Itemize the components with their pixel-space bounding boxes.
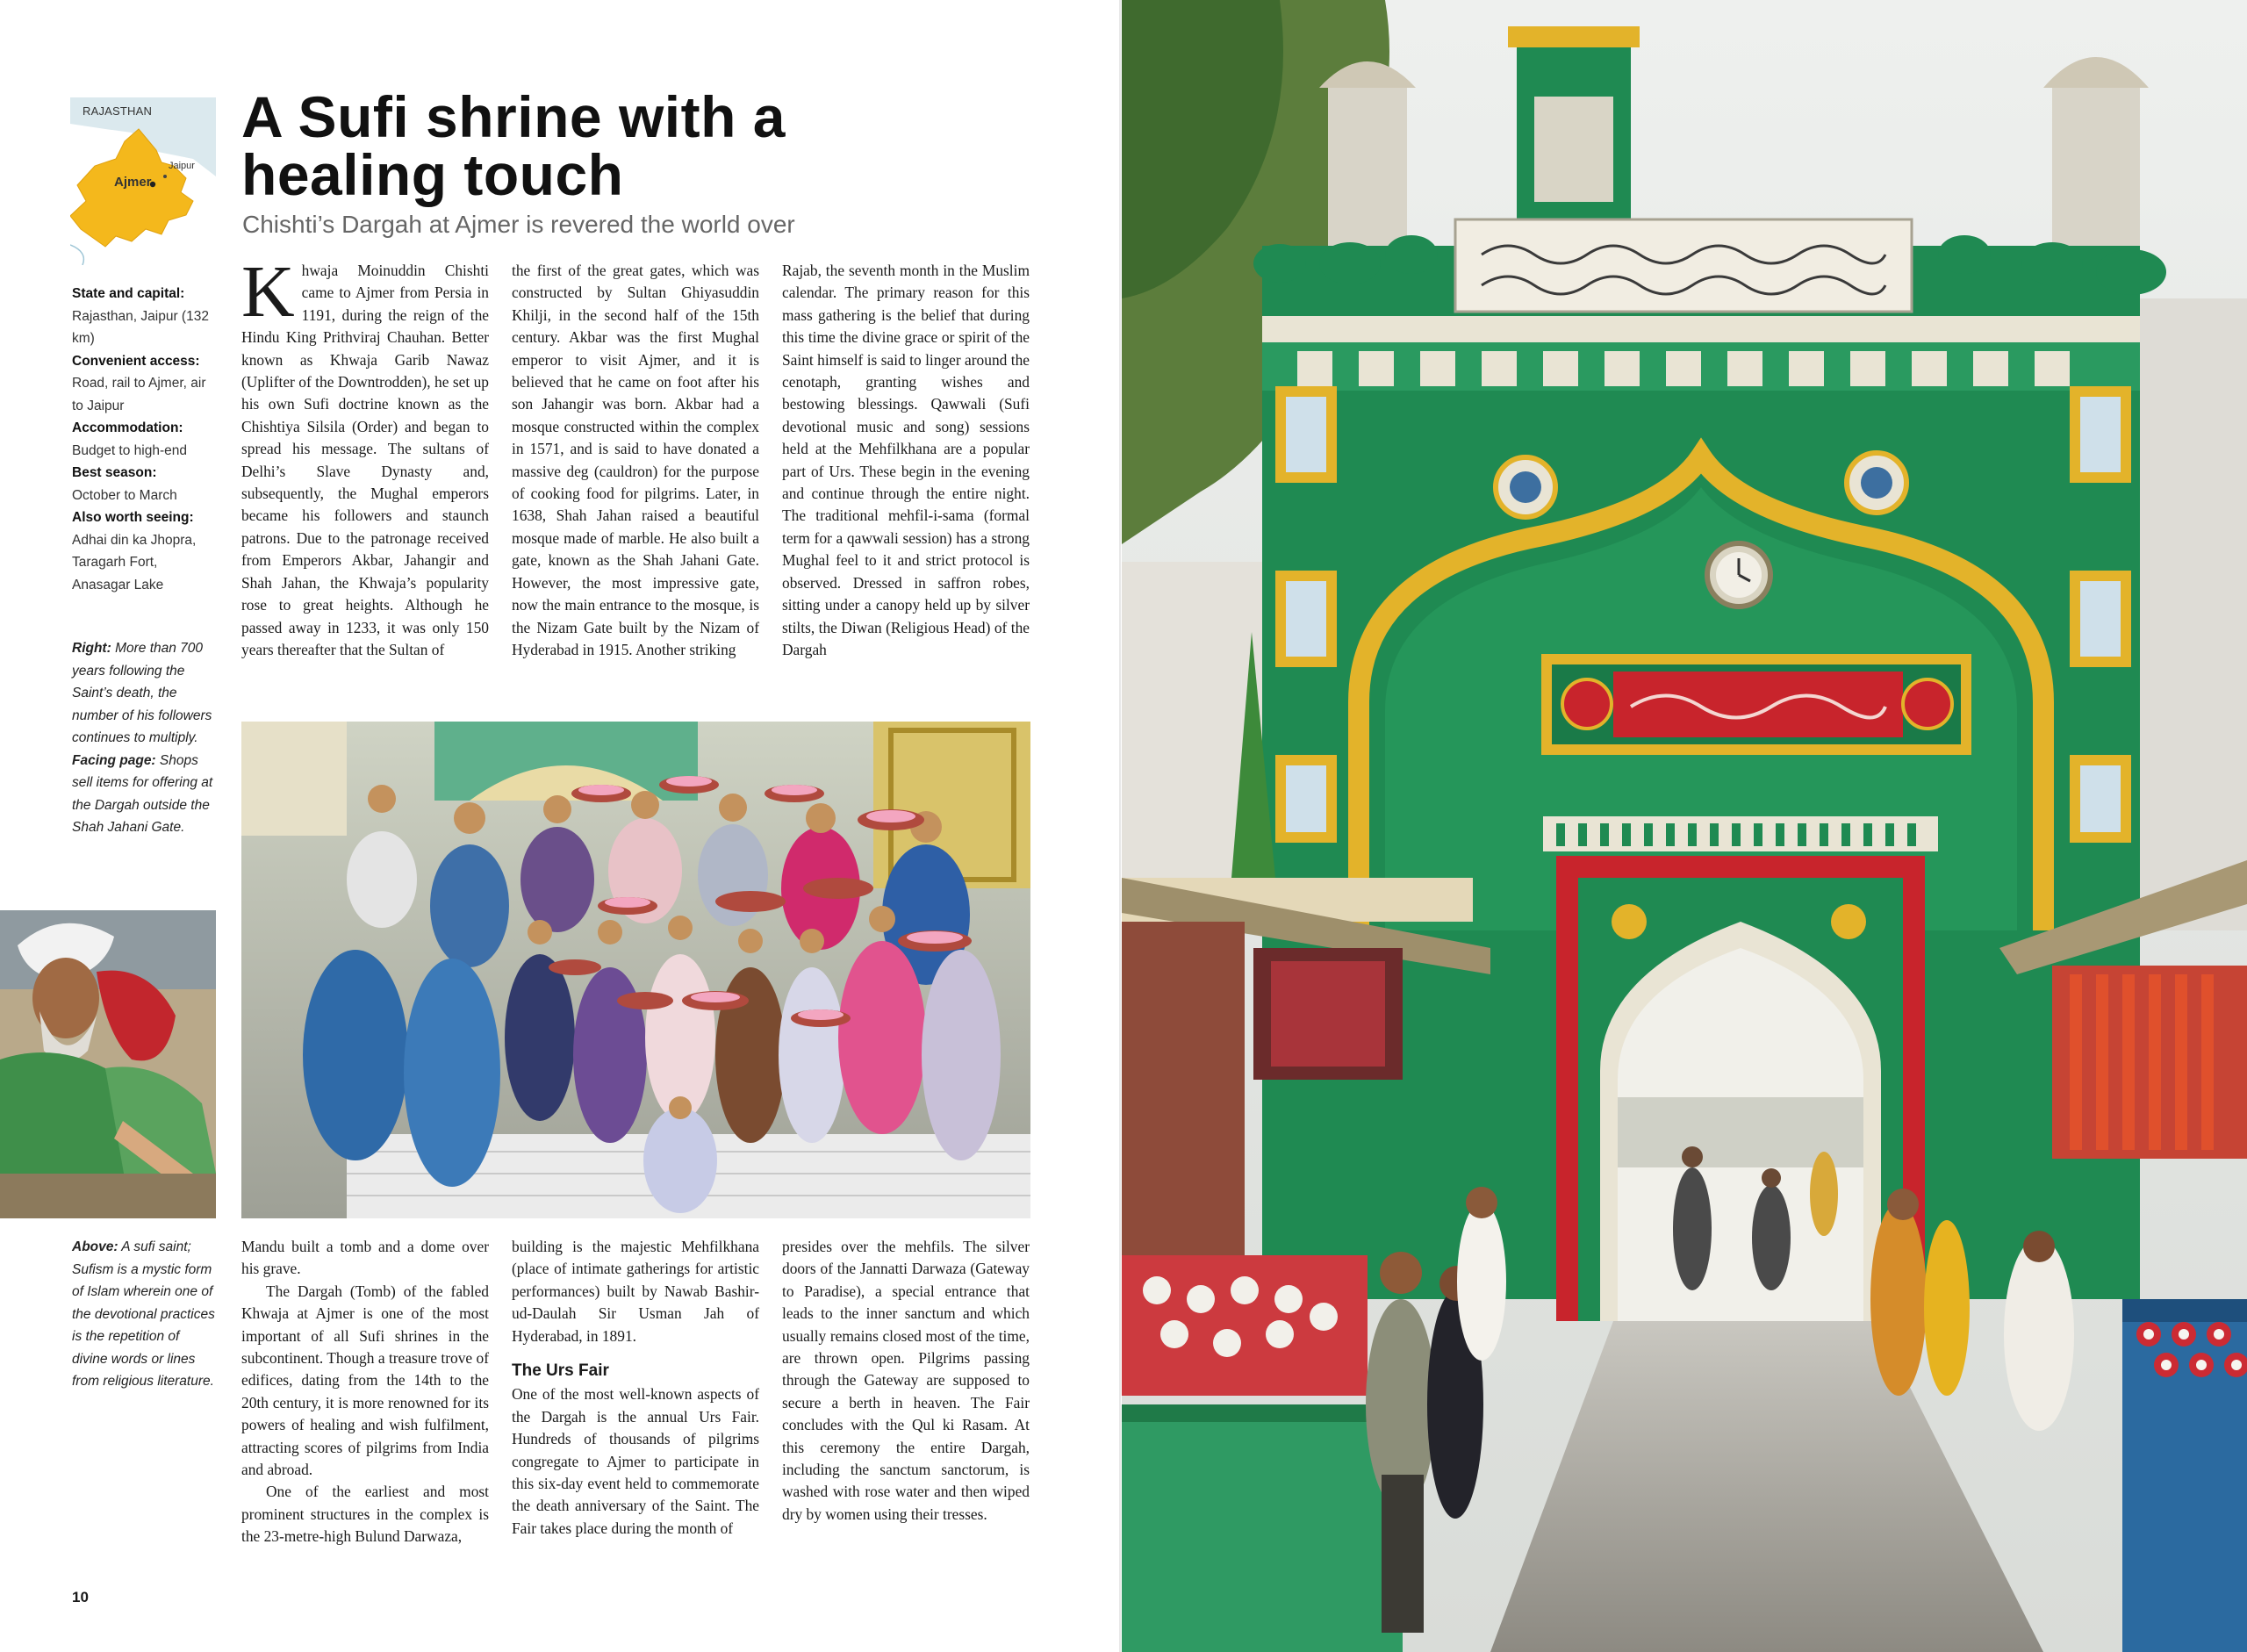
sidebar-value-accommodation: Budget to high-end <box>72 442 187 458</box>
body-paragraph: Mandu built a tomb and a dome over his grave. <box>241 1238 489 1278</box>
body-column-2-bottom <box>512 1236 759 1540</box>
body-column-1-bottom <box>241 1236 489 1548</box>
body-paragraph: One of the most well-known aspects of the Dargah is the annual Urs Fair. Hundreds of thousands of pilgrims congregate to Ajmer to participate in this six-day event held to commemorate the death anniversary of the Saint. The Fair takes place during the month of <box>512 1385 759 1537</box>
left-page <box>0 0 1119 1652</box>
body-column-3-bottom <box>782 1236 1030 1526</box>
article-subtitle: Chishti’s Dargah at Ajmer is revered the world over <box>242 211 795 238</box>
body-paragraph: presides over the mehfils. The silver doors of the Jannatti Darwaza (Gateway to Paradise), a special entrance that leads to the inner sanctum and which usually remains closed most of the time, are thrown open. Pilgrims passing through the Gateway are supposed to secure a berth in heaven. The Fair concludes with the Qul ki Rasam. At this ceremony the entire Dargah, including the sanctum sanctorum, is washed with rose water and then wiped dry by women using their tresses. <box>782 1238 1030 1523</box>
caption-above-label: Above: <box>72 1239 118 1254</box>
sidebar-label-season: Best season: <box>72 465 157 480</box>
sidebar-value-season: October to March <box>72 487 177 503</box>
caption-above <box>72 1236 218 1393</box>
page-gutter <box>1119 0 1121 1652</box>
locator-map <box>70 97 216 265</box>
sidebar-label-also: Also worth seeing: <box>72 510 194 525</box>
caption-right-label: Right: <box>72 641 111 656</box>
body-paragraph: Rajab, the seventh month in the Muslim calendar. The primary reason for this mass gathering is the belief that during this time the divine grace or spirit of the Saint himself is said to linger around the cenotaph, granting wishes and bestowing blessings. Qawwali (Sufi devotional music and song) sessions held at the Mehfilkhana are a popular part of Urs. These begin in the evening and continue through the entire night. The traditional mehfil-i-sama (formal term for a qawwali session) has a strong Mughal feel to it and strict protocol is observed. Dressed in saffron robes, sitting under a canopy held up by silver stilts, the Diwan (Religious Head) of the Dargah <box>782 262 1030 658</box>
sidebar-label-accommodation: Accommodation: <box>72 420 183 435</box>
section-heading-urs-fair: The Urs Fair <box>512 1361 609 1381</box>
pilgrims-photo <box>241 722 1030 1218</box>
body-paragraph: hwaja Moinuddin Chishti came to Ajmer from Persia in 1191, during the reign of the Hindu King Prithviraj Chauhan. Better known as Khwaja Garib Nawaz (Uplifter of the Downtrodden), he set up his own Sufi doctrine known as the Chishtiya Silsila (Order) and began to spread his message. The sultans of Delhi’s Slave Dynasty and, subsequently, the Mughal emperors became his followers and staunch patrons. Due to the patronage received from Emperors Akbar, Jahangir and Shah Jahan, the Khwaja’s popularity rose to great heights. Although he passed away in 1233, it was only 150 years thereafter that the Sultan of <box>241 262 489 658</box>
body-column-2-top <box>512 260 759 661</box>
body-column-1-top <box>241 251 489 661</box>
body-paragraph: The Dargah (Tomb) of the fabled Khwaja at Ajmer is one of the most important of all Sufi shrines in the subcontinent. Though a treasure trove of edifices, dating from the 14th to the 20th century, it is more renowned for its powers of healing and wish fulfilment, attracting scores of pilgrims from India and abroad. <box>241 1282 489 1479</box>
map-city-ajmer: Ajmer <box>114 175 152 190</box>
sidebar-label-state: State and capital: <box>72 286 185 301</box>
caption-facing-text: Shops sell items for offering at the Dargah outside the Shah Jahani Gate. <box>72 752 213 835</box>
caption-right-and-facing <box>72 637 218 839</box>
shah-jahani-gate-photo <box>1122 0 2247 1652</box>
body-paragraph: One of the earliest and most prominent structures in the complex is the 23-metre-high Bulund Darwaza, <box>241 1483 489 1546</box>
drop-cap: K <box>241 251 295 333</box>
body-paragraph: the first of the great gates, which was constructed by Sultan Ghiyasuddin Khilji, in the second half of the 15th century. Akbar was the first Mughal emperor to visit Ajmer, and it is believed that he came on foot after his son Jahangir was born. Akbar had a mosque constructed within the complex in 1571, and is said to have donated a massive deg (cauldron) for the purpose of cooking food for pilgrims. Later, in 1638, Shah Jahan raised a beautiful mosque made of marble. He also built a gate, known as the Shah Jahani Gate. However, the most impressive gate, now the main entrance to the mosque, is the Nizam Gate built by the Nizam of Hyderabad in 1915. Another striking <box>512 262 759 658</box>
info-sidebar <box>72 283 216 596</box>
sidebar-label-access: Convenient access: <box>72 353 200 369</box>
sidebar-value-access: Road, rail to Ajmer, air to Jaipur <box>72 376 206 413</box>
page-number: 10 <box>72 1589 89 1605</box>
caption-above-text: A sufi saint; Sufism is a mystic form of Islam wherein one of the devotional practices is the repetition of divine words or lines from religious literature. <box>72 1239 215 1389</box>
caption-right-text: More than 700 years following the Saint’s death, the number of his followers continues to multiply. <box>72 641 212 745</box>
body-paragraph: building is the majestic Mehfilkhana (place of intimate gatherings for artistic performances) built by Nawab Bashir-ud-Daulah Sir Usman Jah of Hyderabad, in 1891. <box>512 1238 759 1345</box>
caption-facing-label: Facing page: <box>72 752 156 768</box>
sufi-saint-photo <box>0 910 216 1218</box>
article-title: A Sufi shrine with a healing touch <box>241 84 786 207</box>
sidebar-value-state: Rajasthan, Jaipur (132 km) <box>72 308 209 346</box>
map-city-jaipur: Jaipur <box>169 161 195 171</box>
sidebar-value-also: Adhai din ka Jhopra, Taragarh Fort, Anasagar Lake <box>72 532 197 593</box>
map-region-label: RAJASTHAN <box>83 104 153 118</box>
body-column-3-top <box>782 260 1030 661</box>
